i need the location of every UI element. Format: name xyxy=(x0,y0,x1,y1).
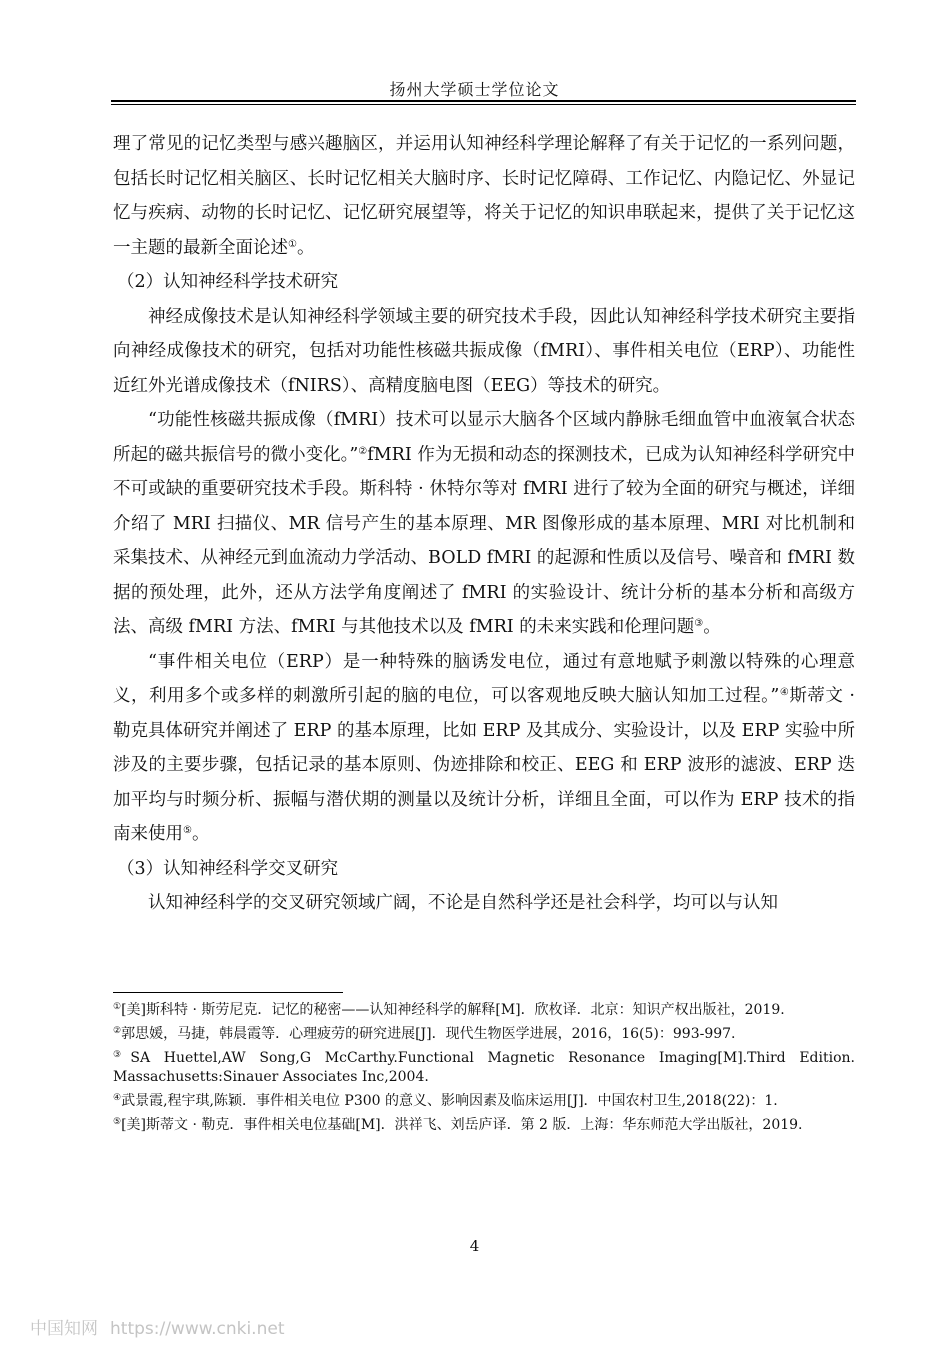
paragraph-erp: “事件相关电位（ERP）是一种特殊的脑诱发电位，通过有意地赋予刺激以特殊的心理意义，利用多个或多样的刺激所引起的脑的电位，可以客观地反映大脑认知加工过程。”④斯蒂文 · 勒克具体研究并阐述了 ERP 的基本原理，比如 ERP 及其成分、实验设计，以及 ERP 实验中所涉及的主要步骤，包括记录的基本原则、伪迹排除和校正、EEG 和 ERP 波形的滤波、ERP 迭加平均与时频分析、振幅与潜伏期的测量以及统计分析，详细且全面，可以作为 ERP 技术的指南来使用⑤。 xyxy=(113,651,855,844)
section-heading-3: （3）认知神经科学交叉研究 xyxy=(117,858,339,879)
running-header-title: 扬州大学硕士学位论文 xyxy=(389,80,560,99)
body-text xyxy=(113,127,855,921)
footnote-ref-2[interactable]: ② xyxy=(358,445,368,457)
footnote-ref-1[interactable]: ① xyxy=(288,238,297,250)
footnote-5: ⑤[美]斯蒂文 · 勒克．事件相关电位基础[M]．洪祥飞、刘岳庐译．第 2 版．上海：华东师范大学出版社，2019. xyxy=(113,1117,803,1133)
footnote-4: ④武景霞,程宇琪,陈颖．事件相关电位 P300 的意义、影响因素及临床运用[J]．中国农村卫生,2018(22)：1. xyxy=(113,1093,778,1109)
footnote-ref-3[interactable]: ③ xyxy=(694,618,704,629)
header-rule-thin xyxy=(111,104,856,105)
footnote-separator xyxy=(113,992,343,993)
paragraph-fmri: “功能性核磁共振成像（fMRI）技术可以显示大脑各个区域内静脉毛细血管中血液氧合状态所起的磁共振信号的微小变化。”②fMRI 作为无损和动态的探测技术，已成为认知神经科学研究中不可或缺的重要研究技术手段。斯科特 · 休特尔等对 fMRI 进行了较为全面的研究与概述，详细介绍了 MRI 扫描仪、MR 信号产生的基本原理、MR 图像形成的基本原理、MRI 对比机制和采集技术、从神经元到血流动力学活动、BOLD fMRI 的起源和性质以及信号、噪音和 fMRI 数据的预处理，此外，还从方法学角度阐述了 fMRI 的实验设计、统计分析的基本分析和高级方法、高级 fMRI 方法、fMRI 与其他技术以及 fMRI 的未来实践和伦理问题③。 xyxy=(113,410,855,637)
watermark-brand: 中国知网 xyxy=(30,1319,98,1339)
cnki-watermark xyxy=(30,1314,284,1339)
watermark-url: https://www.cnki.net xyxy=(110,1319,285,1339)
footnote-ref-5[interactable]: ⑤ xyxy=(183,825,192,836)
header-rule-thick xyxy=(111,100,856,102)
footnote-3: ③SA Huettel,AW Song,G McCarthy.Functional Magnetic Resonance Imaging[M].Third Edition. Massachusetts:Sinauer Associates Inc,2004. xyxy=(113,1050,855,1085)
footnote-1: ①[美]斯科特 · 斯劳尼克．记忆的秘密——认知神经科学的解释[M]．欣枚译．北京：知识产权出版社，2019. xyxy=(113,1002,785,1018)
paragraph-interdisciplinary: 认知神经科学的交叉研究领域广阔，不论是自然科学还是社会科学，均可以与认知 xyxy=(148,893,778,913)
paragraph-imaging: 神经成像技术是认知神经科学领域主要的研究技术手段，因此认知神经科学技术研究主要指向神经成像技术的研究，包括对功能性核磁共振成像（fMRI）、事件相关电位（ERP）、功能性近红外光谱成像技术（fNIRS）、高精度脑电图（EEG）等技术的研究。 xyxy=(113,306,855,396)
paragraph-continued: 理了常见的记忆类型与感兴趣脑区，并运用认知神经科学理论解释了有关于记忆的一系列问题，包括长时记忆相关脑区、长时记忆相关大脑时序、长时记忆障碍、工作记忆、内隐记忆、外显记忆与疾病、动物的长时记忆、记忆研究展望等，将关于记忆的知识串联起来，提供了关于记忆这一主题的最新全面论述①。 xyxy=(113,134,855,258)
footnote-ref-4[interactable]: ④ xyxy=(779,687,790,698)
page-number: 4 xyxy=(469,1237,480,1255)
section-heading-2: （2）认知神经科学技术研究 xyxy=(117,272,339,292)
footnotes xyxy=(113,1001,855,1140)
footnote-2: ②郭思媛，马捷，韩晨霞等．心理疲劳的研究进展[J]．现代生物医学进展，2016，16(5)：993-997. xyxy=(113,1026,736,1042)
